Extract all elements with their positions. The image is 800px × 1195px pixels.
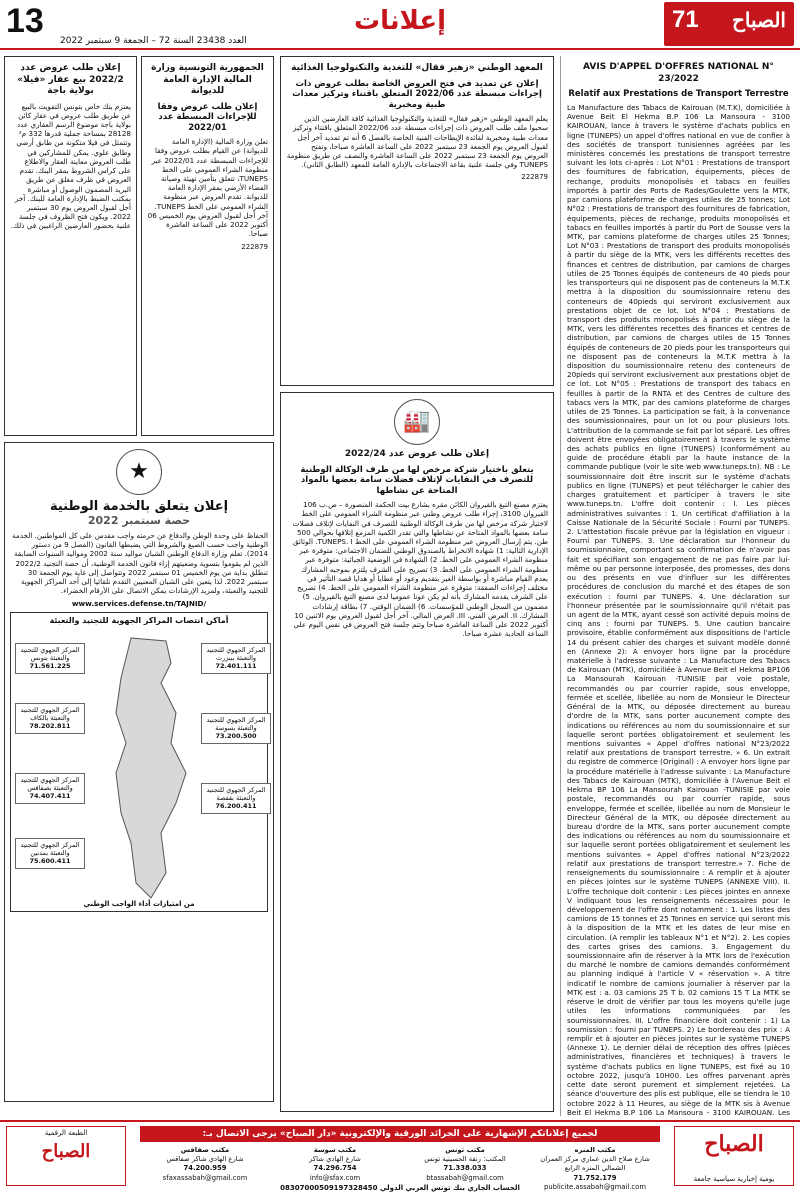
map-title: أماكن انتصاب المراكز الجهوية للتجنيد والتعبئة — [49, 615, 229, 625]
region-name: المركز الجهوي للتجنيد والتعبئة بالكاف — [20, 705, 80, 723]
map-region-box — [15, 703, 85, 734]
issue-info: العدد 23438 السنة 72 – الجمعة 9 سبتمبر 2022 — [60, 36, 247, 46]
map-region-box — [201, 783, 271, 814]
section-title: إعلانات — [353, 6, 447, 36]
french-tender-column — [560, 56, 796, 1116]
logo-number: 71 — [672, 6, 699, 33]
map-region-box — [15, 643, 85, 674]
national-service-ad — [4, 442, 274, 1102]
office-phone: 74.200.959 — [183, 1164, 227, 1173]
nutrition-ad-subtitle: إعلان عن تمديد في فتح العروض الخاصة بطلب عروض ذات إجراءات مبسطة عدد 2022/06 المتعلق باقتناء وتركيز معدات طبية ومخبرية — [292, 78, 542, 111]
office-email: sfaxassabah@gmail.com — [162, 1173, 248, 1182]
office-address: المكتب: زنقة الحسينية تونس — [424, 1155, 506, 1164]
office-phone: 71.338.033 — [443, 1164, 487, 1173]
footer-logo-digital — [6, 1126, 126, 1186]
recruitment-centers-map — [10, 612, 268, 912]
region-phone: 75.600.411 — [29, 857, 71, 866]
office-phone: 74.296.754 — [313, 1164, 357, 1173]
nutrition-ad-title: المعهد الوطني «زهير فقال» للتغذية والتكنولوجيا الغذائية — [291, 63, 543, 73]
national-service-subtitle: حصة سبتمبر 2022 — [87, 514, 191, 527]
villa-ad-title: إعلان طلب عروض عدد 2022/2 بيع عقار «فيلا» بولاية باجة — [17, 63, 124, 97]
office-email: publicite.assabah@gmail.com — [544, 1182, 646, 1191]
page-header — [0, 0, 800, 50]
left-column — [4, 56, 274, 1116]
region-name: المركز الجهوي للتجنيد والتعبئة ببنزرت — [206, 645, 266, 663]
footer-office — [400, 1146, 530, 1183]
customs-ad-ref: 222879 — [241, 242, 268, 251]
office-name: مكتب تونس — [445, 1146, 485, 1154]
region-phone: 74.407.411 — [29, 792, 71, 801]
footer-logo2-label: الطبعة الرقمية — [44, 1129, 88, 1137]
office-email: info@sfax.com — [309, 1173, 361, 1182]
french-tender-title: AVIS D'APPEL D'OFFRES NATIONAL N° 23/2022 — [583, 62, 774, 84]
map-region-box — [15, 773, 85, 804]
page-number: 13 — [6, 2, 44, 40]
customs-ad-title: الجمهورية التونسية وزارة المالية الإدارة العامة للديوانة — [151, 63, 264, 97]
office-phone: 71.752.179 — [573, 1173, 617, 1182]
map-region-box — [201, 713, 271, 744]
office-address: شارع الهادي شاكر — [309, 1155, 361, 1164]
footer-logo-main — [674, 1126, 794, 1186]
national-service-body: الحفاظ على وحدة الوطن والدفاع عن حرمته واجب مقدس على كل المواطنين. الخدمة الوطنية واجب حسب الصيغ والشروط التي يضبطها القانون (الفصل 9 من دستور 2014). تعلم وزارة الدفاع الوطني الشبان مواليد سنة 2002 ومواليد السنوات السابقة الذين لم يقوموا بتسوية وضعيتهم إزاء قانون الخدمة الوطنية، أن حصة التجنيد 2022/2 تنطلق بداية من يوم الخميس 01 سبتمبر 2022 وتتواصل إلى غاية يوم الجمعة 30 سبتمبر 2022. لذا يتعين على الشبان المعنيين التقدم تلقائيا إلى أحد المراكز الجهوية للتجنيد والتعبئة، ولمزيد الإرشادات يمكن الاتصال على الأرقام الخضراء. — [12, 531, 268, 596]
tobacco-factory-logo-icon: 🏭 — [394, 399, 440, 445]
french-tender-body: La Manufacture des Tabacs de Kairouan (M.T.K), domiciliée à Avenue Beit El Hekma B.P 106 La Mansoura - 3100 KAIROUAN, lance à travers le système d'achats publics en ligne (TUNEPS) un appel d'offres national en vue de confier à des sociétés de transport tunisiennes agréées par les ministères concernés les prestations de transport terrestre suivant les lots ci-après : Lot N°01 : Prestations de transport des fournitures de fabrication, équipements, pièces de rechange, produits monopolisés et tabacs en feuilles importés à partir des Ports de Rades/Goulette vers la MTK, par camions plateforme de charges utiles de 25 tonnes; Lot N°02 : Prestations de transport des fournitures de fabrication, équipements, pièces de rechange, produits monopolisés et tabacs en feuilles importés à partir du Port de Sousse vers la MTK, par camions plateforme de charges utiles 25 Tonnes; Lot N°03 : Prestations de transport des produits monopolisés à partir du siège de la MTK, vers les différents recettes des finances et centres de distribution, par camions de charges utiles de 25 Tonnes équipés de conteneurs de 40 pieds pour les transporteurs qui ne disposent pas de conteneurs la M.T.K mettra à la disposition du soumissionnaire retenu des conteneurs de 40pieds qui serviront exclusivement aux prestations objet de ce lot. Lot N°04 : Prestations de transport des produits monopolisés à partir du siège de la MTK, vers les différentes recettes des finances et centres de distribution, par camions de charges utiles de 15 Tonnes équipés de conteneurs de 20 pieds pour les transporteurs qui ne disposent pas de conteneurs la M.T.K mettra à la disposition du soumissionnaire retenu des conteneurs de 20pieds qui serviront exclusivement aux prestations objet de ce lot. Lot N°05 : Prestations de transport des tabacs en feuilles à partir de la RNTA et des Centres de culture des tabacs vers la MTK, par des camions plateforme de charges utiles de 25 Tonnes. La participation se fait, à la convenance des soumissionnaires, pour un lot ou pour plusieurs lots. L'attribution de la commande se fait par lot séparé. Les offres doivent être envoyées obligatoirement à travers le système des achats publics en ligne (TUNEPS) (conformément au guide de procédure établi par la haute instance de la commande publique (voir le site web www.tuneps.tn). NB : Le soumissionnaire doit être inscrit sur le système d'achats publics en ligne (TUNEPS) et peut télécharger le cahier des charges gratuitement et participer à travers le site www.tuneps.tn. L'offre doit contenir : I. Les pièces administratives suivantes : 1. Un certificat d'affiliation à la Caisse Nationale de la Sécurité Sociale : Fourni par TUNEPS. 2. L'attestation fiscale prévue par la législation en vigueur : Fourni par TUNEPS. 3. Une déclaration sur l'honneur du soumissionnaire, comportant sa confirmation de n'avoir pas fait et spécifiant son engagement de ne pas faire par lui-même ou par personne interposée, des promesses, des dons ou des présents en vue d'influer sur les différentes procédures de conclusion du marché et des étapes de son exécution : fourni par TUNEPS. 4. Une déclaration sur l'honneur présentée par le soumissionnaire qu'il n'était pas un agent de la MTK, ayant cessé son activité depuis moins de cinq ans : fourni par TUNEPS. 5. Une caution bancaire provisoire, établie conformément aux dispositions de l'article 14 du présent cahier des charges et suivant modèle donné en (Annexe 2): A envoyer hors ligne par la procédure matérielle à l'adresse suivante : La Manufacture des Tabacs de Kairouan (MTK), domiciliée à Avenue Beit el Hekma BP106 La Mansourah Kairouan -TUNISIE par voie postale, recommandés ou par courrier rapide, sous enveloppe, fermée et scellée, libellée au nom de Monsieur le Directeur Général de la MTK, ou déposée directement au bureau d'ordre de la MTK, sans porter aucunement compte des indications ou références au nom du soumissionnaire et sur laquelle seront portées obligatoirement et seulement les mentions suivantes « Appel d'offres national N°23/2022 relatif aux prestations de transport terrestre. » 6. Un extrait du registre de commerce (Original) : A envoyer hors ligne par la procédure matérielle à l'adresse suivante : La Manufacture des Tabacs de Kairouan (MTK), domiciliée à l'Avenue Beit el Hekma BP 106 La Mansourah Kairouan -TUNISIE par voie postale, recommandés ou par courrier rapide, sous enveloppe, fermée et scellée, libellée au nom de Monsieur le Directeur Général de la MTK, ou déposée directement au bureau d'ordre de la MTK, sans porter aucunement compte des indications ou références au nom du soumissionnaire et sur laquelle seront portées obligatoirement et seulement les mentions suivantes « Appel d'offres national N°23/2022 relatif aux prestations de transport terrestre.» 7. Fiche de renseignements du soumissionnaire : A remplir et à ajouter en pièces jointes sur le système TUNEPS (ANNEXE VIII). II. L'offre technique doit contenir : Les pièces jointes en annexe V indiquant tous les renseignements nécessaires pour le développement de l'offre dont notamment : 1. Les listes des camions de 15 tonnes et 25 Tonnes en service qui seront mis à la disposition de la MTK et les dates de leur mise en circulation. (A remplir les tableaux N°1 et N°2). 2. Les copies des cartes grises des camions. 3. Engagement du soumissionnaire afin de réserver à la MTK lors de l'exécution du marché le nombre de camions demandés conformément au planning indiqué à l'article V « réservation ». A titre indicatif le nombre de camions journalier à réserver par la MTK est : a. 03 camions 25 T b. 02 camions 15 T La MTK se réserve le droit de vérifier par tous les moyens qu'elle juge utiles les informations communiquées par les soumissionnaires. III. L'offre financière doit contenir : 1) La soumission : fourni par TUNEPS. 2) Le bordereau des prix : A remplir et à ajouter en pièces jointes sur le système TUNEPS (Annexe 1). Le dernier délai de réception des offres (pièces administratives, financières et techniques) à travers le système d'achats publics en ligne TUNEPS, est fixé au 10 octobre 2022, jusqu'à 10H00. Les offres parvenant après cette date seront purement et simplement rejetées. La séance d'ouverture des plis est publique, elle se tiendra le 10 octobre 2022 à 11 Heures, au siège de la MTK sis à Avenue Beit El Hekma B.P 106 La Mansoura - 3100 KAIROUAN. Les — [567, 102, 790, 1116]
office-name: مكتب سوسة — [313, 1146, 357, 1154]
region-name: المركز الجهوي للتجنيد والتعبئة بتونس — [20, 645, 80, 663]
footer-office — [140, 1146, 270, 1183]
region-phone: 76.200.411 — [215, 802, 257, 811]
region-phone: 71.561.225 — [29, 662, 71, 671]
map-region-box — [201, 643, 271, 674]
nutrition-institute-ad — [280, 56, 554, 386]
villa-sale-ad — [4, 56, 137, 436]
region-name: المركز الجهوي للتجنيد والتعبئة بقفصة — [206, 785, 266, 803]
region-phone: 78.202.811 — [29, 722, 71, 731]
customs-ad-subtitle: إعلان طلب عروض وفقا للإجراءات المبسطة عدد 2022/01 — [157, 101, 258, 134]
office-address: شارع الهادي شاكر صفاقس — [166, 1155, 244, 1164]
tobacco-ad-subtitle: يتعلق باختيار شركة مرخص لها من طرف الوكالة الوطنية للتصرف في النفايات لإتلاف فضلات سامة بعضها بالمواد المتاحة عن نشاطها — [300, 464, 534, 497]
footer-banner: لجميع إعلاناتكم الإشهارية على الجرائد الورقية والإلكترونية «دار الصباح» يرجى الاتصال بـ: — [140, 1126, 660, 1142]
customs-ad — [141, 56, 274, 436]
office-address: شارع صلاح الدين عماري مركز العمران الشمالي المنزه الرابع — [540, 1155, 650, 1173]
tobacco-ad-body: يعتزم مصنع التبغ بالقيروان الكائن مقره بشارع بيت الحكمة المنصورة – ص.ب 106 القيروان 3100، إجراء طلب عروض وطني عبر منظومة الشراء العمومي على الخط لاختيار شركة مرخص لها من طرف الوكالة الوطنية للتصرف في النفايات لإتلاف فضلات سامة بعضها بالمواد المتاحة عن نشاطها والتي تقدر الكمية المزمع إتلافها بحوالي 500 طن. يتم إرسال العروض عبر منظومة الشراء العمومي على الخط TUNEPS. I. الوثائق الإدارية التالية: 1) شهادة الانخراط بالصندوق الوطني للضمان الاجتماعي: متوفرة عبر منظومة الشراء العمومي على الخط. 2) الشهادة في الوضعية الجبائية: متوفرة عبر منظومة الشراء العمومي على الخط. 3) تصريح على الشرف يلتزم بموجبه المشارك بعدم القيام مباشرة أو بواسطة الغير بتقديم وعود أو عطايا أو هدايا قصد التأثير في مختلف إجراءات الصفقة: متوفرة عبر منظومة الشراء العمومي على الخط. 4) تصريح على الشرف يقدمه المشارك بأنه لم يكن عونا عموميا لدى مصنع التبغ بالقيروان. 5) مضمون من السجل الوطني للمؤسسات. 6) الضمان الوقتي. 7) بطاقة إرشادات المشارك. II. العرض الفني. III. العرض المالي. آخر أجل لقبول العروض يوم الاثنين 10 أكتوبر 2022 على الساعة العاشرة صباحا وتتم جلسة فتح العروض في نفس اليوم على الساعة الحادية عشرة صباحا. — [292, 500, 548, 639]
footer-logo-text: الصباح — [704, 1131, 764, 1157]
footer-logo2-text: الصباح — [41, 1141, 91, 1162]
nutrition-ad-ref: 222879 — [521, 173, 548, 182]
tobacco-ad-title: إعلان طلب عروض عدد 2022/24 — [344, 449, 490, 459]
nutrition-ad-body: يعلم المعهد الوطني «زهير فقال» للتغذية والتكنولوجيا الغذائية كافة العارضين الذين سحبوا ملف طلب العروض ذات إجراءات مبسطة عدد 2022/06 المتعلق باقتناء وتركيز معدات طبية ومخبرية لفائدة الإيطاحات الفنية الخاصة بالفصل 6 أنه تم تمديد آخر أجل لقبول العروض يوم الجمعة 23 سبتمبر 2022 على الساعة العاشرة صباحا، وتفتح العروض يوم الجمعة 23 سبتمبر 2022 على الساعة العاشرة والنصف عن طريق منظومة TUNEPS وفي جلسة علنية بقاعة الاجتماعات بالإدارة العامة للمعهد (الطابق الثاني). — [286, 114, 548, 170]
office-email: btassabah@gmail.com — [426, 1173, 504, 1182]
footer-office — [270, 1146, 400, 1183]
national-service-title: إعلان يتعلق بالخدمة الوطنية — [49, 499, 229, 514]
region-phone: 73.200.500 — [215, 732, 257, 741]
tobacco-waste-ad — [280, 392, 554, 1112]
region-name: المركز الجهوي للتجنيد والتعبئة بسوسة — [206, 715, 266, 733]
tunisia-emblem-icon: ★ — [116, 449, 162, 495]
region-name: المركز الجهوي للتجنيد والتعبئة بمدنين — [20, 840, 80, 858]
footer-logo-tagline: يومية إخبارية سياسية جامعة — [693, 1175, 775, 1183]
villa-ad-body: يعتزم بنك خاص بتونس التفويت بالبيع عن طريق طلب عروض في عقار كائن بولاية باجة موضوع الرسم العقاري عدد 28128 بمساحة جملية قدرها 332 م² وتتمثل في فيلا متكونة من طابق أرضي وطابق علوي. يمكن للمشاركين في طلب العروض معاينة العقار والاطلاع على كراس الشروط بمقر البنك. تقدم العروض في ظرف مغلق عن طريق البريد المضمون الوصول أو مباشرة بمكتب الضبط بالإدارة العامة للبنك. آخر أجل لقبول العروض يوم 30 سبتمبر 2022. ويكون فتح الظروف في جلسة علنية بحضور العارضين الراغبين في ذلك. — [10, 101, 131, 231]
map-note: من امتيازات أداء الواجب الوطني — [83, 899, 195, 908]
tunisia-map-icon — [91, 633, 201, 903]
office-name: مكتب المنزه — [574, 1146, 616, 1154]
region-name: المركز الجهوي للتجنيد والتعبئة بصفاقس — [20, 775, 80, 793]
national-service-website: www.services.defense.tn/TAJNID/ — [71, 598, 207, 608]
office-name: مكتب صفاقس — [180, 1146, 230, 1154]
middle-column — [280, 56, 554, 1116]
top-ads-row — [4, 56, 274, 436]
page-footer — [0, 1120, 800, 1195]
map-region-box — [15, 838, 85, 869]
footer-bank-account: الحساب الجاري بنك تونس العربي الدولي 08307000509197328450 — [280, 1184, 520, 1192]
french-tender-subtitle: Relatif aux Prestations de Transport Terrestre — [568, 89, 789, 100]
customs-ad-body: تعلن وزارة المالية (الإدارة العامة للديوانة) عن القيام بطلب عروض وفقا للإجراءات المبسطة عدد 2022/01 عبر منظومة الشراء العمومي على الخط TUNEPS، تتعلق بتأمين تهيئة وصيانة الفضاء الأرضي بمقر الإدارة العامة للديوانة. تقدم العروض عبر منظومة الشراء العمومي على الخط TUNEPS. آخر أجل لقبول العروض يوم الخميس 06 أكتوبر 2022 على الساعة العاشرة صباحا. — [147, 137, 268, 239]
newspaper-logo — [664, 2, 794, 46]
logo-text: الصباح — [731, 8, 786, 32]
region-phone: 72.401.111 — [215, 662, 257, 671]
